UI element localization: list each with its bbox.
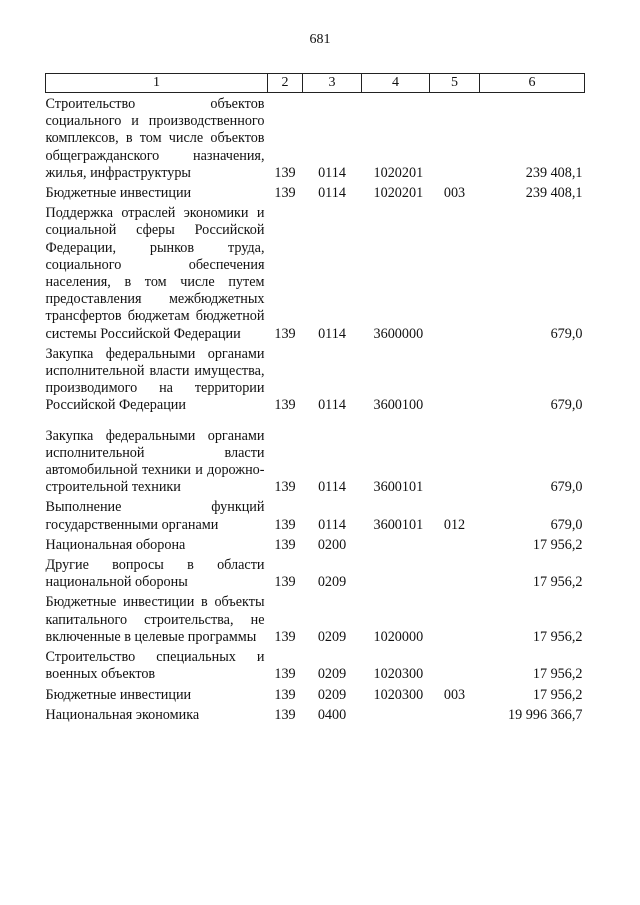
table-row [46,554,585,591]
page-number: 681 [309,32,331,47]
table-row [46,591,585,646]
row-col-2: 139 [274,666,296,683]
row-col-5 [430,343,480,415]
table-row [46,496,585,533]
table-row [46,534,585,554]
row-name: Закупка федеральными органами исполнительной власти автомобильной техники и дорожно-строительной техники [45,427,265,496]
row-col-3: 0209 [317,666,347,683]
table-row [46,93,585,183]
row-col-2: 139 [274,325,296,342]
row-col-3: 0114 [318,397,346,414]
row-col-3: 0114 [318,164,346,181]
row-col-4: 3600000 [373,325,424,342]
row-col-3: 0114 [318,479,346,496]
row-col-5 [430,202,480,343]
row-col-4 [362,534,430,554]
row-col-4 [362,554,430,591]
row-col-2: 139 [274,706,296,723]
row-col-4: 3600101 [373,479,424,496]
row-col-2: 139 [274,536,296,553]
row-amount: 17 956,2 [532,686,583,703]
row-amount: 679,0 [550,516,583,533]
row-col-3: 0209 [317,686,347,703]
row-col-2: 139 [274,686,296,703]
row-name: Другие вопросы в области национальной обороны [45,557,265,591]
row-name: Бюджетные инвестиции [45,185,192,202]
row-col-5: 012 [443,516,466,533]
row-amount: 17 956,2 [532,536,583,553]
row-col-5 [430,415,480,497]
row-col-3: 0114 [318,325,346,342]
row-col-5 [430,534,480,554]
row-col-4: 1020000 [373,628,424,645]
row-col-4: 1020201 [373,164,424,181]
row-col-2: 139 [274,479,296,496]
row-amount: 17 956,2 [532,574,583,591]
row-name: Выполнение функций государственными органами [45,499,265,533]
row-name: Строительство объектов социального и производственного комплексов, в том числе объектов общегражданского назначения, жилья, инфраструктуры [45,96,265,181]
row-col-3: 0400 [317,706,347,723]
header-col-3: 3 [303,74,362,93]
row-col-3: 0209 [317,628,347,645]
row-col-5: 003 [443,686,466,703]
header-col-4: 4 [362,74,430,93]
row-col-2: 139 [274,185,296,202]
row-col-5 [430,646,480,683]
row-col-3: 0200 [317,536,347,553]
row-name: Закупка федеральными органами исполнительной власти имущества, производимого на территории Российской Федерации [45,345,265,414]
row-col-5 [430,93,480,183]
row-amount: 239 408,1 [525,164,583,181]
row-col-4 [362,704,430,724]
row-amount: 239 408,1 [525,185,583,202]
row-name: Бюджетные инвестиции в объекты капитального строительства, не включенные в целевые программы [45,594,265,645]
row-amount: 679,0 [550,397,583,414]
header-row [46,74,585,93]
row-name: Поддержка отраслей экономики и социальной сферы Российской Федерации, рынков труда, социального обеспечения населения, в том числе путем предоставления межбюджетных трансфертов бюджетам бюджетной системы Российской Федерации [45,205,265,342]
row-amount: 19 996 366,7 [508,706,583,723]
row-name: Национальная экономика [45,706,200,723]
row-col-5 [430,591,480,646]
row-col-4: 3600100 [373,397,424,414]
row-col-5 [430,704,480,724]
row-col-4: 1020300 [373,666,424,683]
header-col-1: 1 [46,74,268,93]
row-col-4: 1020300 [373,686,424,703]
table-row [46,182,585,202]
row-name: Национальная оборона [45,536,186,553]
table-row [46,202,585,343]
table-row [46,684,585,704]
row-col-4: 1020201 [373,185,424,202]
table-row [46,415,585,497]
table-row [46,704,585,724]
row-amount: 679,0 [550,325,583,342]
header-col-6: 6 [480,74,585,93]
row-col-2: 139 [274,628,296,645]
row-col-5: 003 [443,185,466,202]
header-col-5: 5 [430,74,480,93]
header-col-2: 2 [268,74,303,93]
row-col-4: 3600101 [373,516,424,533]
row-amount: 679,0 [550,479,583,496]
row-col-2: 139 [274,164,296,181]
row-col-3: 0209 [317,574,347,591]
row-col-2: 139 [274,397,296,414]
table-row [46,646,585,683]
row-col-2: 139 [274,516,296,533]
budget-table [45,73,585,724]
row-name: Бюджетные инвестиции [45,686,192,703]
table-row [46,343,585,415]
row-amount: 17 956,2 [532,628,583,645]
row-col-5 [430,554,480,591]
row-col-3: 0114 [318,516,346,533]
row-amount: 17 956,2 [532,666,583,683]
row-col-2: 139 [274,574,296,591]
row-name: Строительство специальных и военных объектов [45,649,265,683]
row-col-3: 0114 [318,185,346,202]
